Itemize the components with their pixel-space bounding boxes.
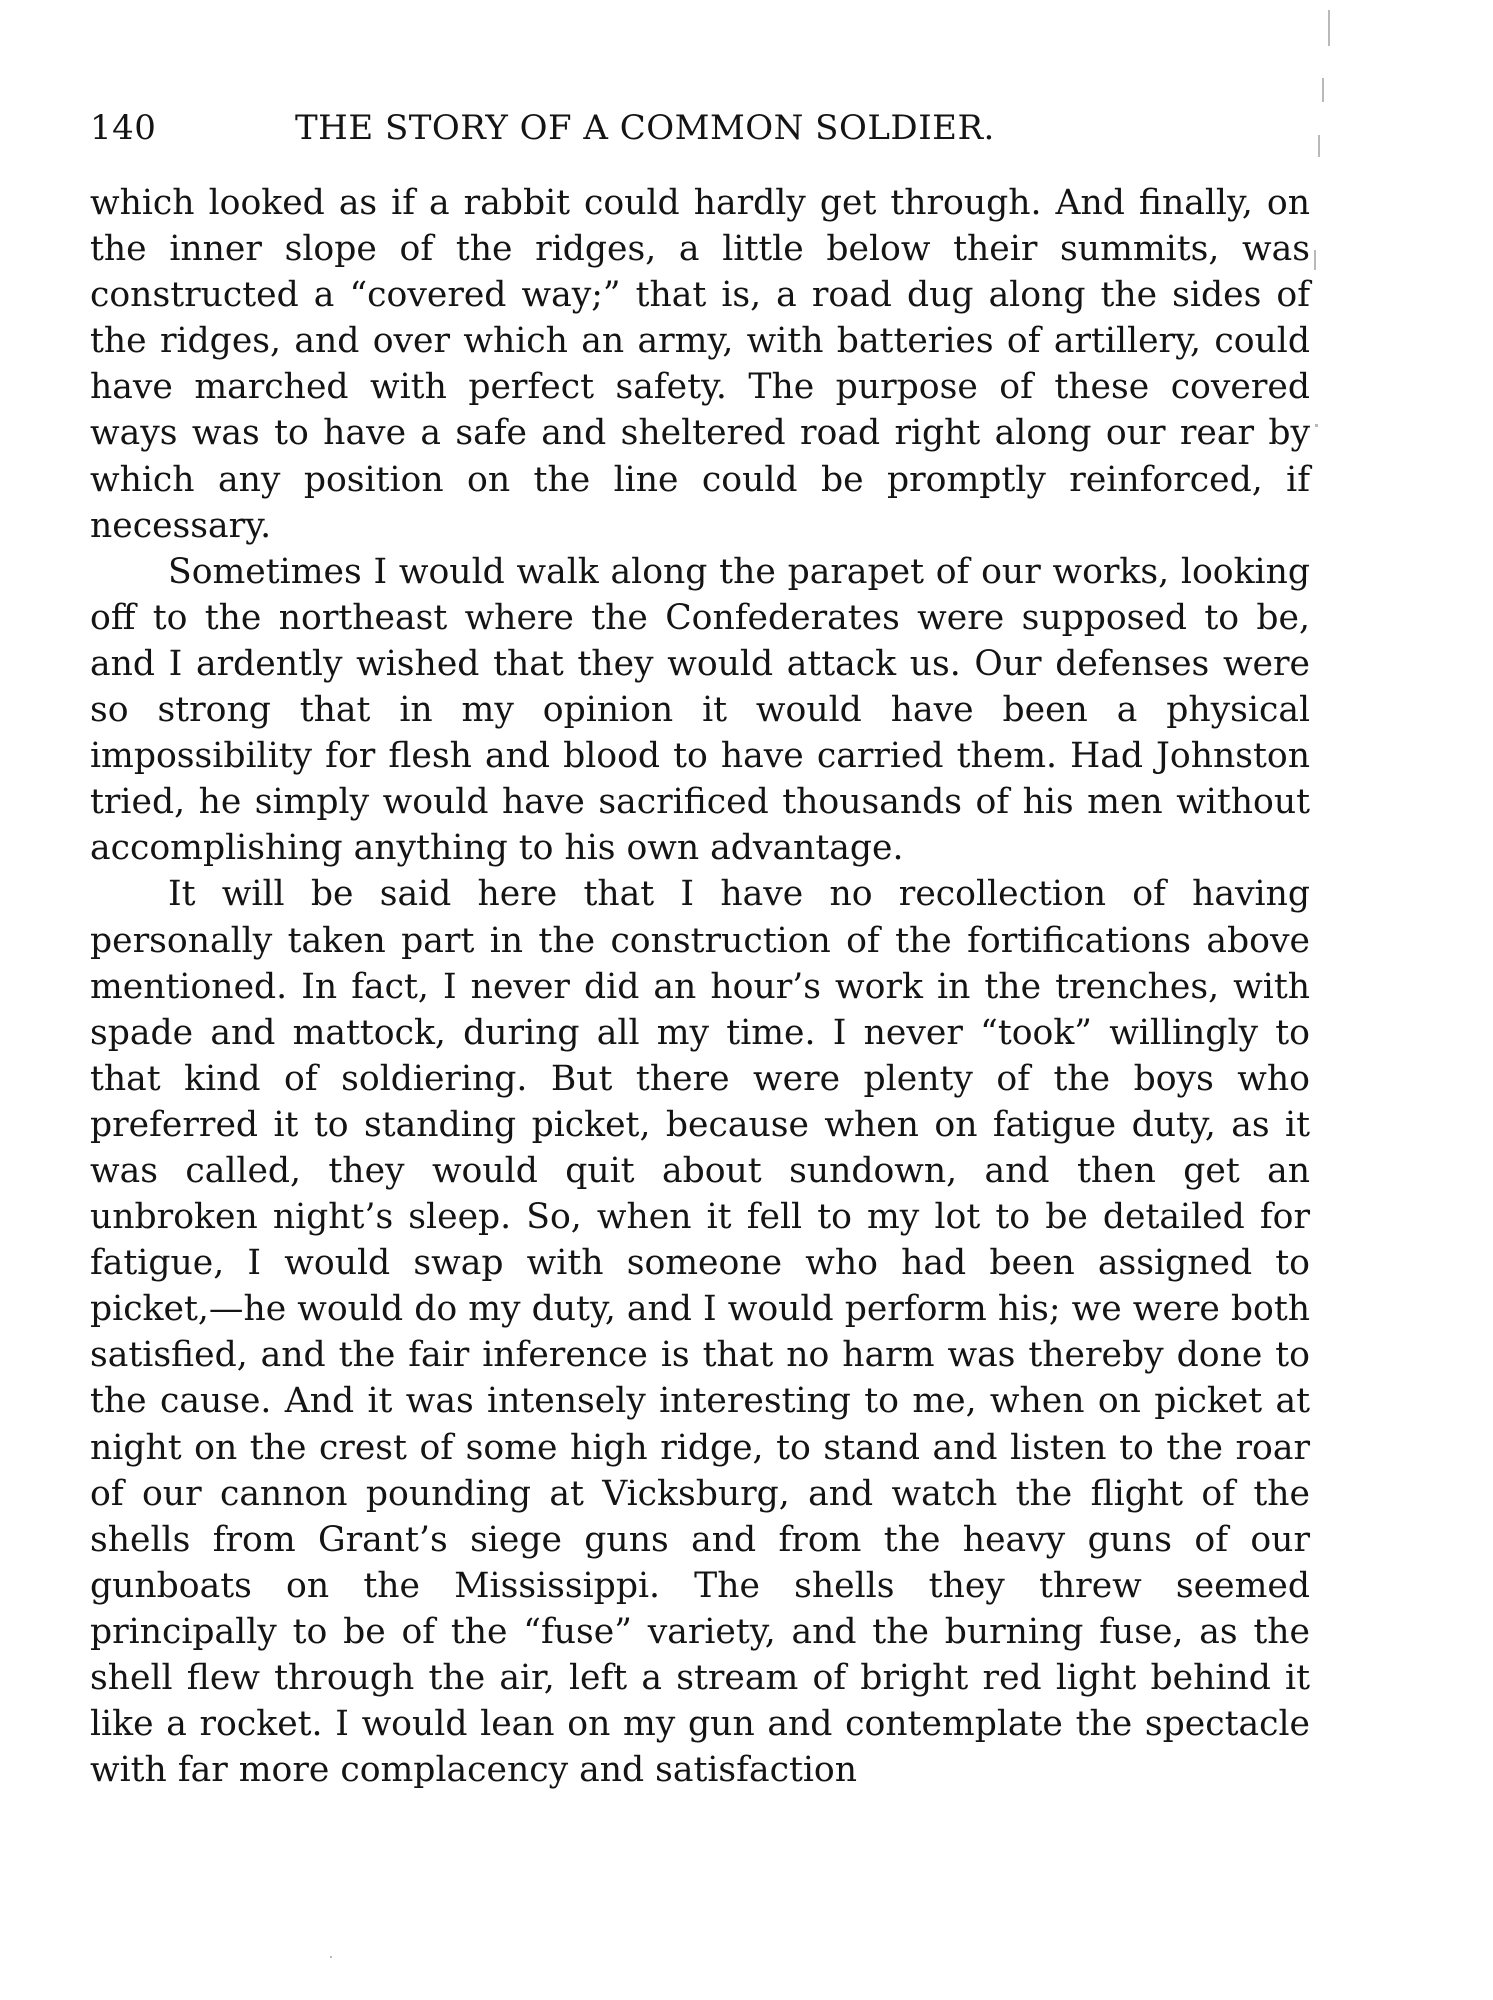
- paragraph-fortifications: It will be said here that I have no recollection of having personally taken part in the construction of the fortifications above mentioned. In fact, I never did an hour’s work in the trenches, with spade and mattock, during all my time. I never “took” willingly to that kind of soldiering. But there were plenty of the boys who preferred it to standing picket, because when on fatigue duty, as it was called, they would quit about sundown, and then get an unbroken night’s sleep. So, when it fell to my lot to be detailed for fatigue, I would swap with someone who had been assigned to picket,—he would do my duty, and I would perform his; we were both satisfied, and the fair inference is that no harm was thereby done to the cause. And it was intensely interesting to me, when on picket at night on the crest of some high ridge, to stand and listen to the roar of our cannon pounding at Vicksburg, and watch the flight of the shells from Grant’s siege guns and from the heavy guns of our gunboats on the Mississippi. The shells they threw seemed principally to be of the “fuse” variety, and the burning fuse, as the shell flew through the air, left a stream of bright red light behind it like a rocket. I would lean on my gun and contemplate the spectacle with far more complacency and satisfaction: [90, 874, 1310, 1791]
- paragraph-continued: which looked as if a rabbit could hardly get through. And finally, on the inner slope of the ridges, a little below their summits, was constructed a “covered way;” that is, a road dug along the sides of the ridges, and over which an army, with batteries of artillery, could have marched with perfect safety. The purpose of these covered ways was to have a safe and sheltered road right along our rear by which any position on the line could be promptly reinforced, if necessary.: [90, 183, 1310, 546]
- running-head: [90, 103, 1310, 153]
- scan-edge-mark: [330, 1956, 332, 1958]
- scan-edge-mark: [1318, 135, 1320, 157]
- scan-edge-mark: [1328, 10, 1330, 46]
- running-title: THE STORY OF A COMMON SOLDIER.: [295, 108, 995, 148]
- body-text: [90, 180, 1310, 1793]
- paragraph-parapet: Sometimes I would walk along the parapet of our works, looking off to the northeast where the Confederates were supposed to be, and I ardently wished that they would attack us. Our defenses were so strong that in my opinion it would have been a physical impossibility for flesh and blood to have carried them. Had Johnston tried, he simply would have sacrificed thousands of his men without accomplishing anything to his own advantage.: [90, 551, 1310, 869]
- scan-edge-mark: [1322, 78, 1324, 102]
- scan-edge-mark: [1314, 250, 1316, 270]
- page-number: 140: [90, 108, 157, 148]
- scan-edge-mark: [1315, 424, 1318, 427]
